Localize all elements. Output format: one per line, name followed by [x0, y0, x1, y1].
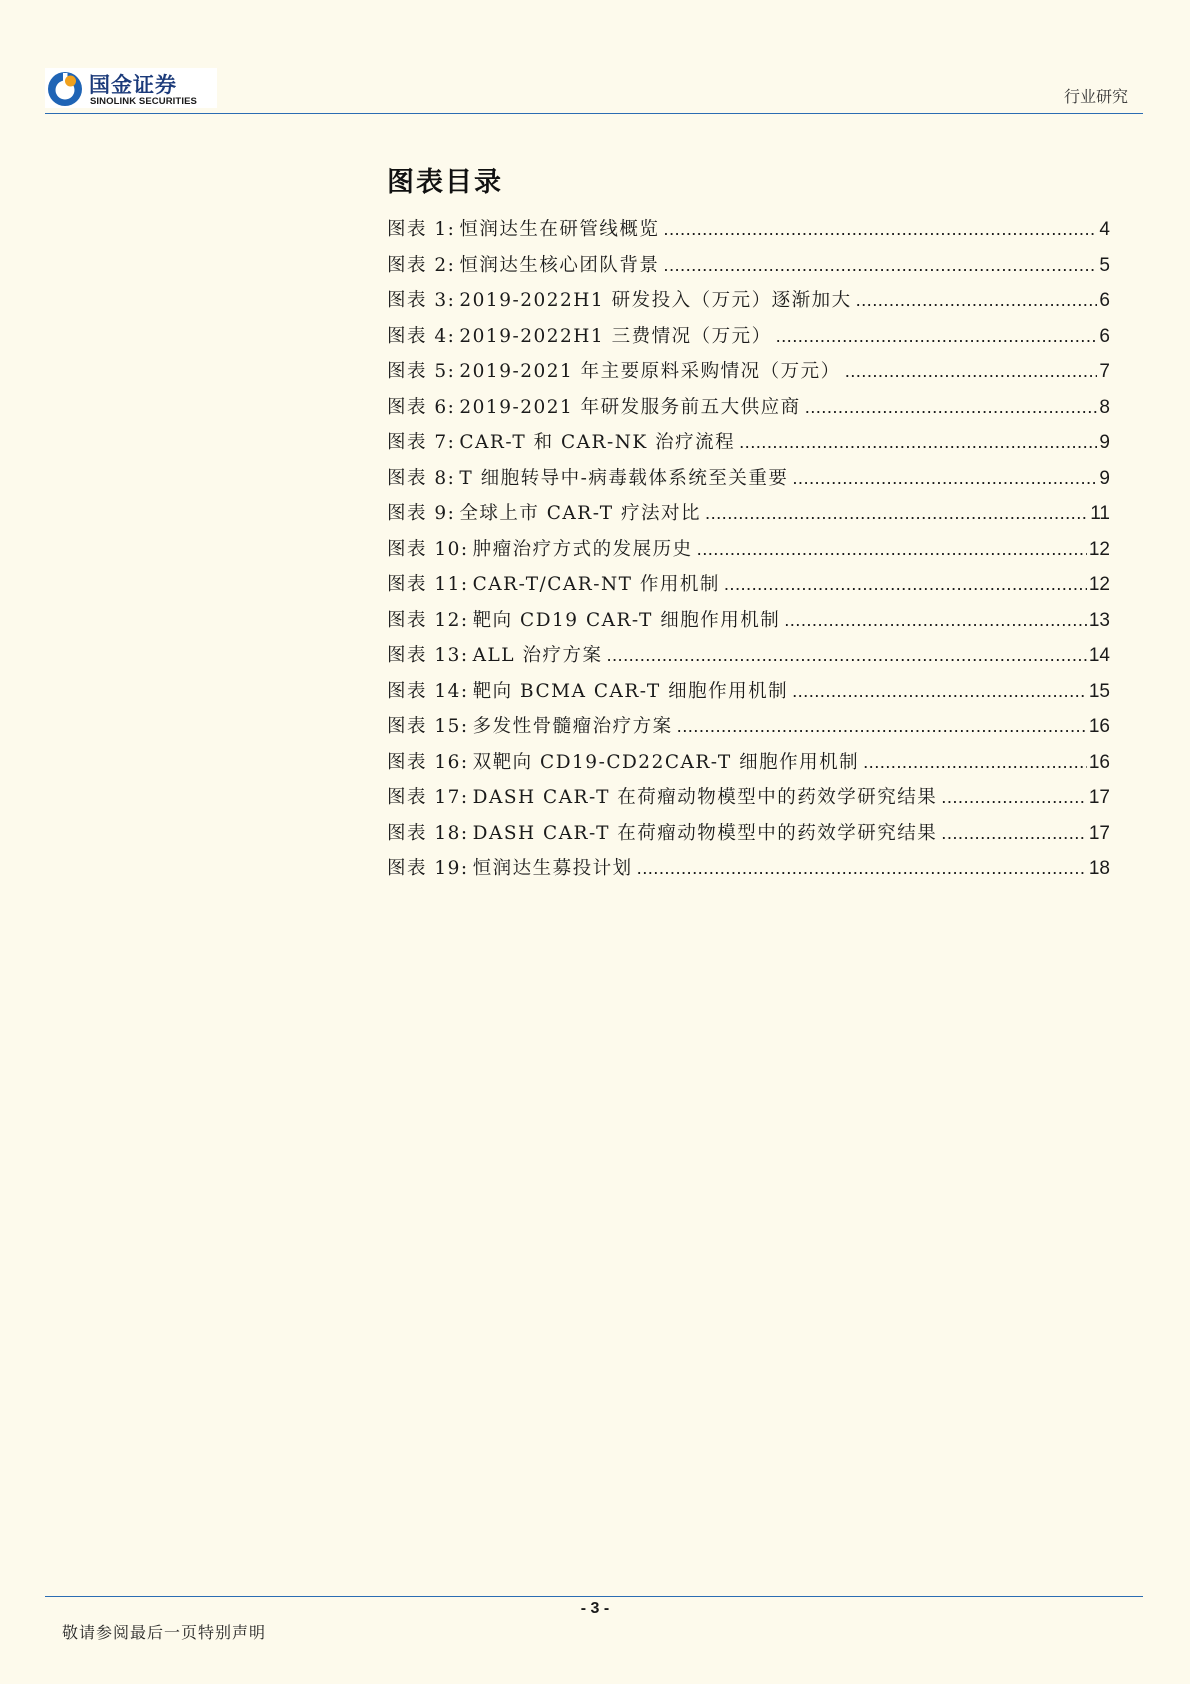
dot-leader — [663, 247, 1097, 283]
page-number: - 3 - — [580, 1600, 610, 1617]
entry-label: 图表 16: — [387, 751, 469, 773]
entry-title: T 细胞转导中-病毒载体系统至关重要 — [459, 467, 789, 489]
dot-leader — [856, 282, 1098, 318]
dot-leader — [697, 531, 1087, 567]
entry-title: 肿瘤治疗方式的发展历史 — [472, 538, 693, 560]
figure-index-entry[interactable] — [387, 850, 1110, 886]
entry-page-number: 16 — [1088, 751, 1110, 773]
entry-page-number: 5 — [1099, 254, 1110, 276]
entry-page-number: 16 — [1088, 716, 1110, 737]
entry-page-number: 17 — [1088, 787, 1110, 808]
entry-page-number: 17 — [1088, 822, 1110, 844]
entry-label: 图表 11: — [387, 574, 469, 595]
entry-title: 靶向 BCMA CAR-T 细胞作用机制 — [472, 680, 789, 702]
figure-index-entry[interactable] — [387, 424, 1110, 460]
entry-title: CAR-T 和 CAR-NK 治疗流程 — [459, 432, 736, 453]
entry-label: 图表 13: — [387, 645, 469, 666]
dot-leader — [941, 815, 1087, 851]
entry-label: 图表 4: — [387, 325, 456, 347]
entry-page-number: 15 — [1088, 680, 1110, 702]
entry-label: 图表 17: — [387, 787, 469, 808]
disclaimer-note: 敬请参阅最后一页特别声明 — [62, 1623, 267, 1642]
dot-leader — [941, 779, 1087, 815]
figure-index-entry[interactable] — [387, 637, 1110, 673]
entry-title: 2019-2021 年研发服务前五大供应商 — [459, 396, 801, 418]
entry-page-number: 7 — [1099, 361, 1110, 382]
dot-leader — [805, 389, 1098, 425]
entry-label: 图表 9: — [387, 503, 456, 524]
entry-label: 图表 19: — [387, 858, 469, 879]
entry-title: CAR-T/CAR-NT 作用机制 — [472, 574, 720, 595]
entry-title: 全球上市 CAR-T 疗法对比 — [459, 503, 702, 524]
header-divider — [45, 113, 1143, 114]
figure-index-entry[interactable] — [387, 318, 1110, 354]
entry-label: 图表 3: — [387, 290, 456, 311]
figure-index — [387, 163, 1110, 886]
entry-label: 图表 2: — [387, 254, 456, 276]
figure-index-entry[interactable] — [387, 495, 1110, 531]
entry-title: DASH CAR-T 在荷瘤动物模型中的药效学研究结果 — [472, 822, 938, 844]
dot-leader — [606, 637, 1086, 673]
entry-page-number: 18 — [1088, 858, 1110, 879]
entry-label: 图表 6: — [387, 396, 456, 418]
entry-title: 恒润达生核心团队背景 — [459, 254, 660, 276]
entry-page-number: 6 — [1099, 325, 1110, 347]
entry-title: 双靶向 CD19-CD22CAR-T 细胞作用机制 — [472, 751, 860, 773]
entry-page-number: 14 — [1088, 645, 1110, 666]
dot-leader — [792, 460, 1097, 496]
sinolink-logo-icon — [47, 71, 83, 107]
figure-index-entry[interactable] — [387, 779, 1110, 815]
figure-index-entry[interactable] — [387, 602, 1110, 638]
entry-label: 图表 18: — [387, 822, 469, 844]
figure-index-entry[interactable] — [387, 460, 1110, 496]
logo-chinese-name: 国金证券 — [89, 73, 177, 97]
entry-label: 图表 8: — [387, 467, 456, 489]
dot-leader — [739, 424, 1097, 460]
entry-title: 恒润达生在研管线概览 — [459, 219, 660, 240]
sinolink-logo — [45, 68, 217, 108]
dot-leader — [677, 708, 1087, 744]
entry-page-number: 4 — [1099, 219, 1110, 240]
entry-title: ALL 治疗方案 — [472, 645, 603, 666]
figure-index-entry[interactable] — [387, 282, 1110, 318]
section-tag: 行业研究 — [1063, 87, 1128, 106]
entry-label: 图表 1: — [387, 219, 456, 240]
entry-title: 多发性骨髓瘤治疗方案 — [472, 716, 673, 737]
entry-page-number: 9 — [1099, 432, 1110, 453]
dot-leader — [792, 673, 1087, 709]
entry-title: 2019-2022H1 研发投入（万元）逐渐加大 — [459, 290, 852, 311]
entry-page-number: 13 — [1088, 609, 1110, 631]
entry-label: 图表 14: — [387, 680, 469, 702]
entry-title: 2019-2022H1 三费情况（万元） — [459, 325, 772, 347]
entry-page-number: 9 — [1099, 467, 1110, 489]
page-header — [45, 66, 1143, 116]
footer-divider — [45, 1596, 1143, 1597]
entry-page-number: 11 — [1090, 503, 1110, 524]
dot-leader — [776, 318, 1098, 354]
dot-leader — [663, 211, 1097, 247]
dot-leader — [724, 566, 1087, 602]
entry-title: DASH CAR-T 在荷瘤动物模型中的药效学研究结果 — [472, 787, 938, 808]
figure-index-list — [387, 211, 1110, 886]
entry-page-number: 6 — [1099, 290, 1110, 311]
figure-index-entry[interactable] — [387, 708, 1110, 744]
figure-index-entry[interactable] — [387, 353, 1110, 389]
entry-page-number: 12 — [1088, 574, 1110, 595]
entry-page-number: 8 — [1099, 396, 1110, 418]
figure-index-entry[interactable] — [387, 673, 1110, 709]
dot-leader — [845, 353, 1098, 389]
figure-index-entry[interactable] — [387, 247, 1110, 283]
dot-leader — [863, 744, 1087, 780]
entry-title: 靶向 CD19 CAR-T 细胞作用机制 — [472, 609, 781, 631]
entry-title: 恒润达生募投计划 — [472, 858, 633, 879]
figure-index-entry[interactable] — [387, 531, 1110, 567]
dot-leader — [705, 495, 1088, 531]
dot-leader — [637, 850, 1087, 886]
entry-label: 图表 15: — [387, 716, 469, 737]
figure-index-title: 图表目录 — [387, 167, 503, 198]
figure-index-entry[interactable] — [387, 211, 1110, 247]
entry-label: 图表 5: — [387, 361, 456, 382]
entry-label: 图表 12: — [387, 609, 469, 631]
figure-index-entry[interactable] — [387, 744, 1110, 780]
entry-label: 图表 7: — [387, 432, 456, 453]
figure-index-entry[interactable] — [387, 389, 1110, 425]
logo-english-name: SINOLINK SECURITIES — [90, 96, 197, 107]
dot-leader — [784, 602, 1087, 638]
entry-title: 2019-2021 年主要原料采购情况（万元） — [459, 361, 841, 382]
figure-index-entry[interactable] — [387, 566, 1110, 602]
entry-label: 图表 10: — [387, 538, 469, 560]
entry-page-number: 12 — [1088, 538, 1110, 560]
figure-index-entry[interactable] — [387, 815, 1110, 851]
